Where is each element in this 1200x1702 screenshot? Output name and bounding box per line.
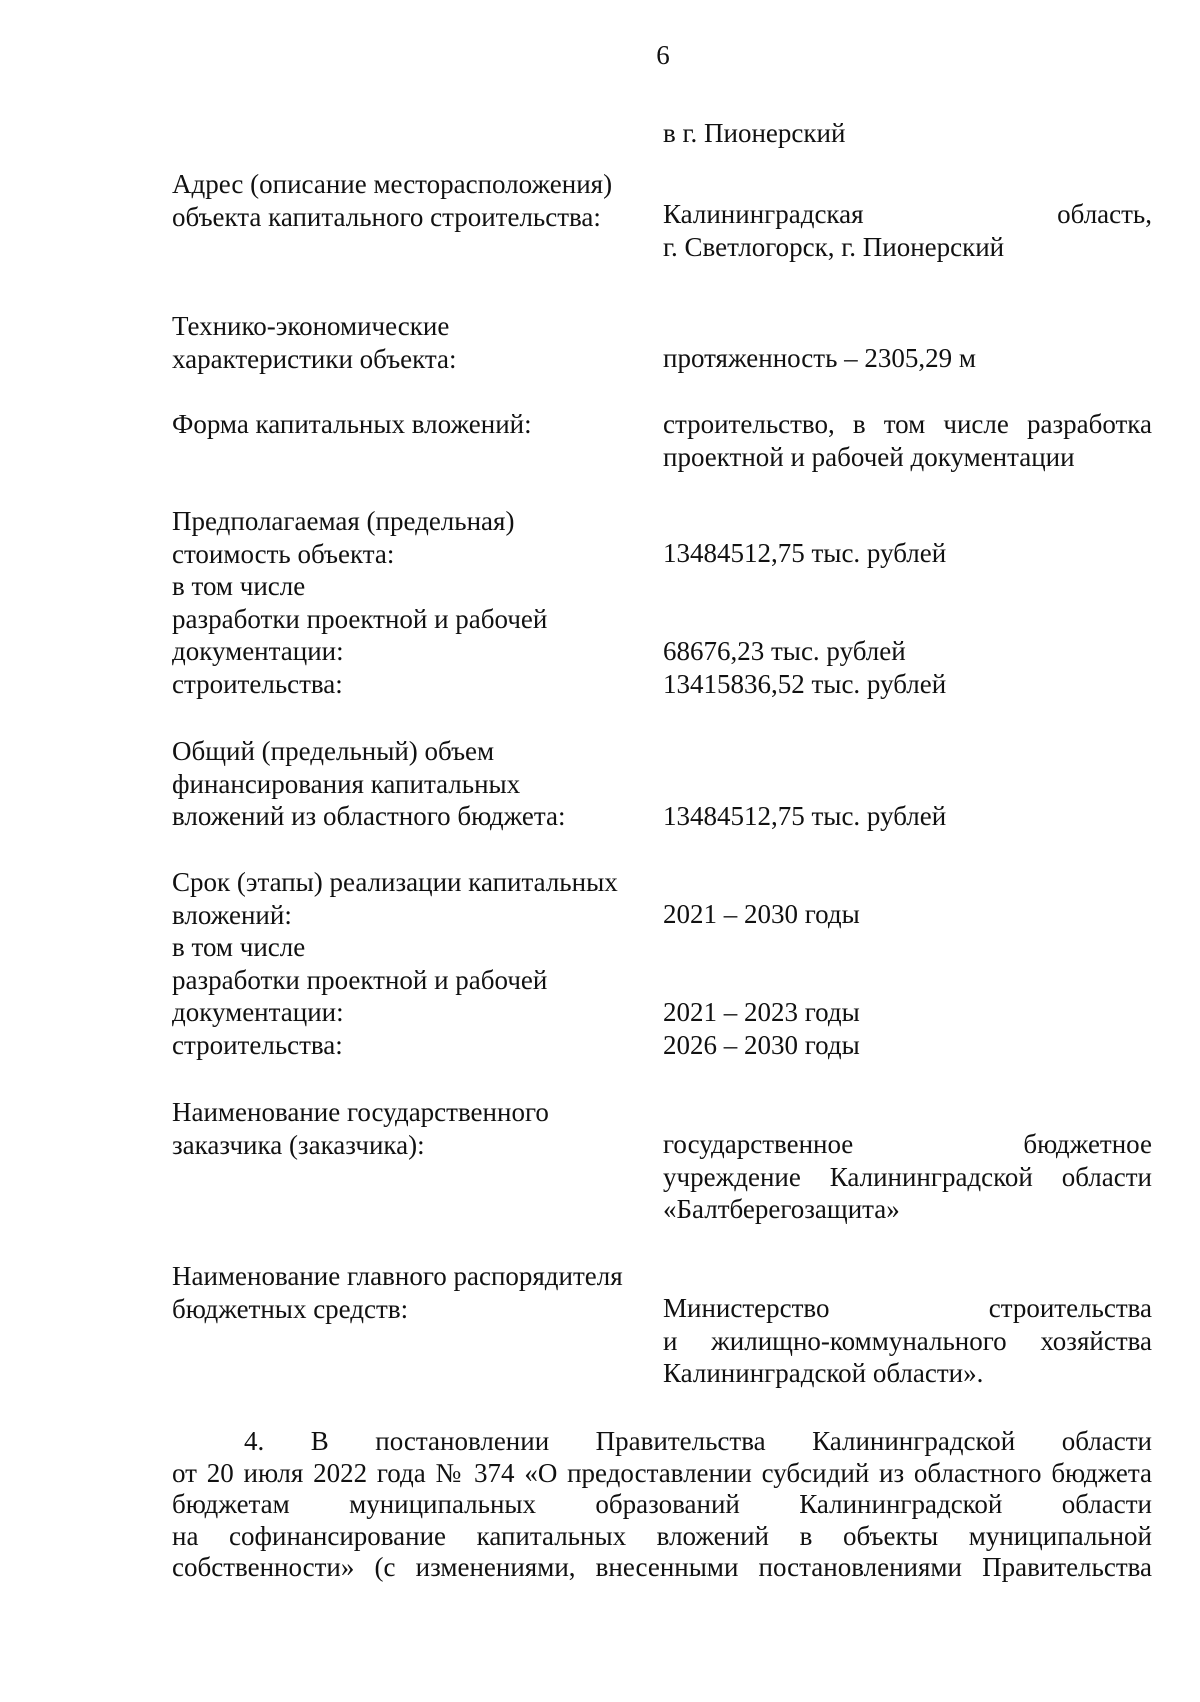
field-label: Наименование государственного заказчика (заказчика): xyxy=(172,1097,549,1160)
field-label: Предполагаемая (предельная) стоимость объекта: в том числе разработки проектной и рабочей документации: строительства: xyxy=(172,506,548,699)
field-value-total: 13484512,75 тыс. рублей xyxy=(663,538,947,568)
field-label: Технико-экономические характеристики объекта: xyxy=(172,311,457,374)
field-value-total: 2021 – 2030 годы xyxy=(663,899,860,929)
field-value-breakdown: 68676,23 тыс. рублей 13415836,52 тыс. рублей xyxy=(663,636,947,699)
paragraph-line: от 20 июля 2022 года № 374 «О предоставлении субсидий из областного бюджета xyxy=(172,1457,1152,1488)
field-label: Наименование главного распорядителя бюджетных средств: xyxy=(172,1261,623,1324)
page-number: 6 xyxy=(656,40,670,70)
field-label: Адрес (описание месторасположения) объекта капитального строительства: xyxy=(172,169,613,232)
field-label: Срок (этапы) реализации капитальных вложений: в том числе разработки проектной и рабочей документации: строительства: xyxy=(172,867,618,1060)
field-value-breakdown: 2021 – 2023 годы 2026 – 2030 годы xyxy=(663,997,860,1060)
field-value: Министерство строительства и жилищно-коммунального хозяйства Калининградской области». xyxy=(663,1293,1152,1388)
field-value: протяженность – 2305,29 м xyxy=(663,343,976,373)
field-label: Форма капитальных вложений: xyxy=(172,409,532,439)
field-label: Общий (предельный) объем финансирования капитальных вложений из областного бюджета: xyxy=(172,736,566,831)
continuation-text: в г. Пионерский xyxy=(663,118,846,148)
paragraph-line: собственности» (с изменениями, внесенными постановлениями Правительства xyxy=(172,1552,1152,1582)
paragraph-4 xyxy=(172,1426,1152,1584)
field-value: государственное бюджетное учреждение Калининградской области «Балтберегозащита» xyxy=(663,1129,1152,1224)
paragraph-line: на софинансирование капитальных вложений в объекты муниципальной xyxy=(172,1520,1152,1551)
paragraph-line: бюджетам муниципальных образований Калининградской области xyxy=(172,1489,1152,1519)
paragraph-line: 4. В постановлении Правительства Калининградской области xyxy=(244,1426,1152,1456)
field-value: Калининградская область, г. Светлогорск, г. Пионерский xyxy=(663,199,1152,262)
field-value: строительство, в том числе разработка проектной и рабочей документации xyxy=(663,409,1152,472)
field-value: 13484512,75 тыс. рублей xyxy=(663,801,947,831)
